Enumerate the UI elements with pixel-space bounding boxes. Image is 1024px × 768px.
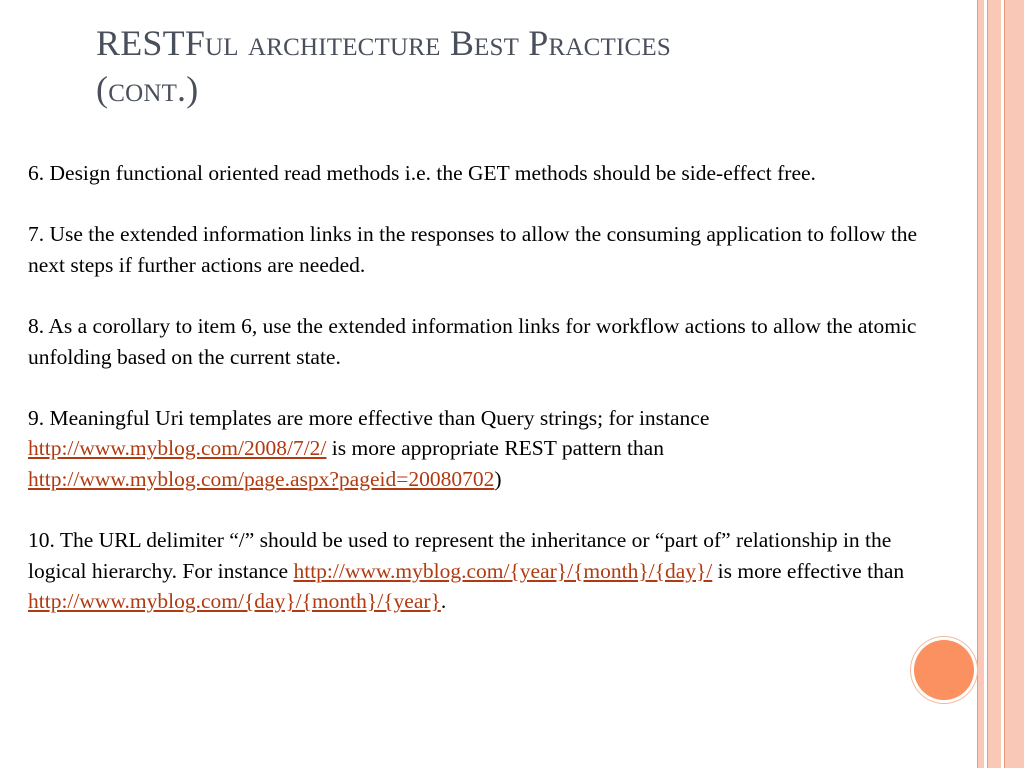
item-9 (28, 403, 928, 495)
slide-title (96, 20, 916, 112)
title-line-2: (cont.) (96, 69, 199, 109)
item-8: 8. As a corollary to item 6, use the extended information links for workflow actions to allow the atomic unfolding based on the current state. (28, 313, 917, 369)
item-7: 7. Use the extended information links in the responses to allow the consuming application to follow the next steps if further actions are needed. (28, 222, 918, 277)
decorative-stripe (1005, 0, 1024, 768)
decorative-stripe (988, 0, 1001, 768)
item-9-link-1[interactable]: http://www.myblog.com/2008/7/2/ (28, 436, 327, 461)
item-9-text-3: ) (494, 466, 502, 491)
item-9-link-2[interactable]: http://www.myblog.com/page.aspx?pageid=20080702 (28, 466, 495, 491)
item-10 (28, 525, 928, 617)
item-6: 6. Design functional oriented read methods i.e. the GET methods should be side-effect free. (28, 161, 816, 185)
decorative-circle (914, 640, 974, 700)
item-9-text-2: is more appropriate REST pattern than (326, 436, 664, 461)
decorative-line (987, 0, 988, 768)
item-10-text-1: 10. The URL delimiter “/” should be used to represent the inheritance or “part of” relationship in the logical hierarchy. For instance (28, 528, 892, 583)
title-line-1: RESTFul architecture Best Practices (96, 23, 671, 63)
slide-body (28, 158, 928, 648)
decorative-line (977, 0, 978, 768)
item-9-text-1: 9. Meaningful Uri templates are more effective than Query strings; for instance (28, 405, 710, 430)
item-10-link-1[interactable]: http://www.myblog.com/{year}/{month}/{day}/ (293, 558, 713, 583)
item-10-text-2: is more effective than (712, 558, 905, 583)
decorative-line (1004, 0, 1005, 768)
item-10-link-2[interactable]: http://www.myblog.com/{day}/{month}/{year} (28, 589, 441, 614)
item-10-text-3: . (440, 589, 447, 614)
